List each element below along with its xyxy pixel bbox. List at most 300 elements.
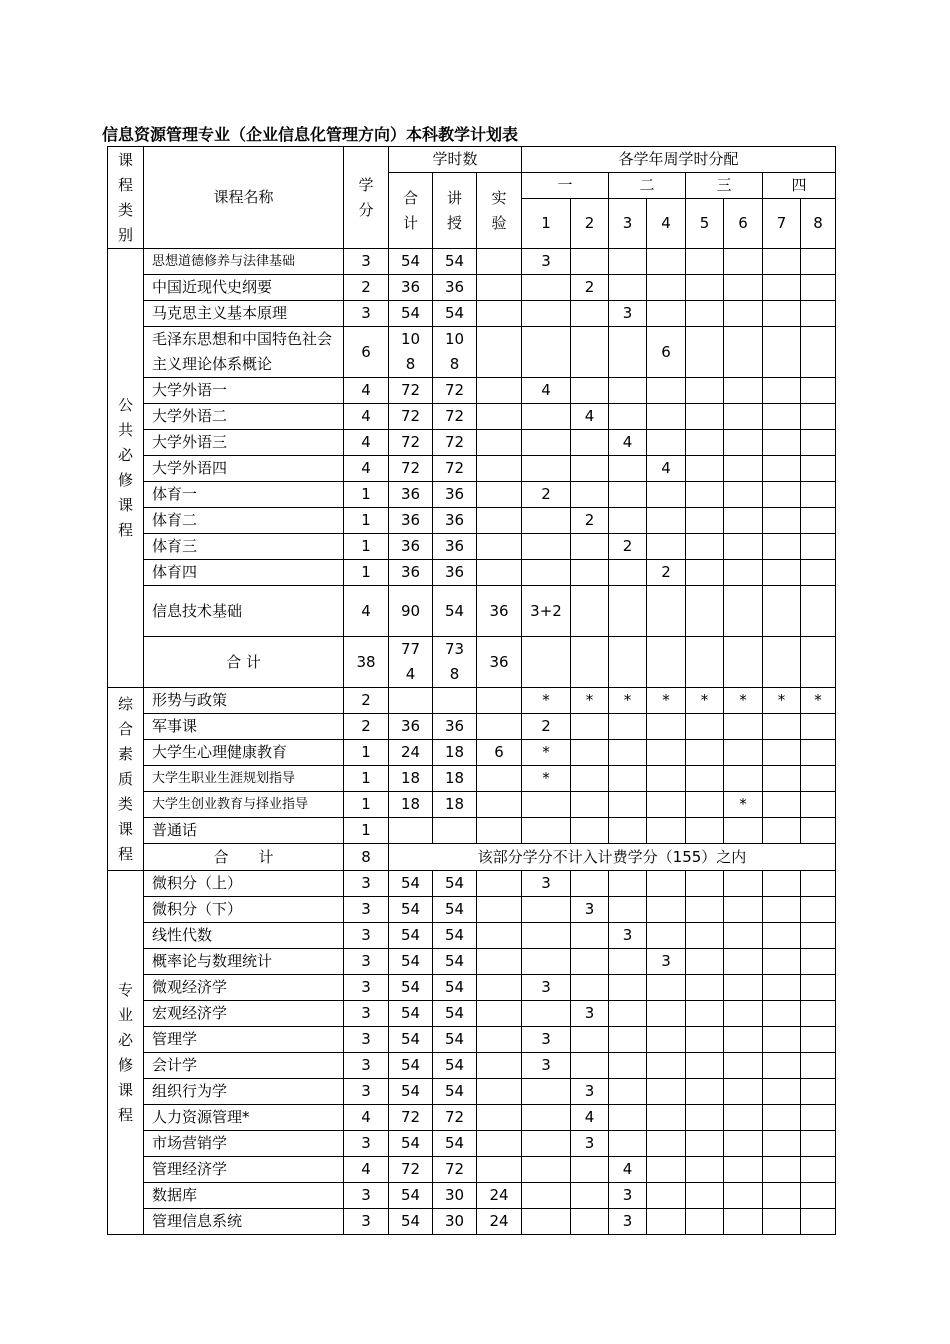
table-row	[108, 714, 836, 740]
term-hours-cell	[724, 508, 763, 534]
term-hours-cell	[801, 1105, 836, 1131]
course-name: 微观经济学	[144, 975, 344, 1001]
lecture-hours-cell: 54	[433, 1079, 477, 1105]
course-name: 大学生职业生涯规划指导	[144, 766, 344, 792]
term-hours-cell	[763, 327, 801, 378]
total-hours-cell: 54	[389, 1183, 433, 1209]
total-hours-cell: 24	[389, 740, 433, 766]
term-hours-cell	[647, 482, 686, 508]
hours-value: 108	[400, 330, 421, 373]
term-hours-cell	[686, 1053, 724, 1079]
term-hours-cell	[609, 482, 647, 508]
term-hours-cell: 4	[571, 404, 609, 430]
term-hours-cell	[686, 534, 724, 560]
total-hours-cell: 72	[389, 430, 433, 456]
term-hours-cell	[724, 740, 763, 766]
term-hours-cell	[522, 534, 571, 560]
subtotal-credit: 8	[344, 844, 389, 871]
term-hours-cell	[686, 586, 724, 637]
lecture-hours-cell: 54	[433, 249, 477, 275]
term-hours-cell	[724, 923, 763, 949]
term-hours-cell	[686, 1027, 724, 1053]
term-hours-cell: 4	[609, 430, 647, 456]
term-hours-cell	[686, 456, 724, 482]
term-hours-cell: 3	[609, 923, 647, 949]
term-hours-cell	[763, 508, 801, 534]
term-hours-cell	[801, 275, 836, 301]
term-hours-cell	[571, 975, 609, 1001]
term-hours-cell	[724, 1131, 763, 1157]
lecture-hours-cell: 54	[433, 1053, 477, 1079]
header-term: 2	[571, 199, 609, 249]
term-hours-cell	[522, 275, 571, 301]
course-name: 管理学	[144, 1027, 344, 1053]
table-row	[108, 871, 836, 897]
header-category: 课程类别	[108, 147, 144, 249]
term-hours-cell	[801, 1053, 836, 1079]
total-hours-cell: 54	[389, 301, 433, 327]
table-row	[108, 1131, 836, 1157]
term-hours-cell	[724, 249, 763, 275]
term-hours-cell	[522, 949, 571, 975]
term-hours-cell	[647, 1105, 686, 1131]
lab-hours-cell	[477, 430, 522, 456]
term-hours-cell	[571, 1027, 609, 1053]
term-hours-cell	[686, 1131, 724, 1157]
lecture-hours-cell: 72	[433, 1105, 477, 1131]
term-hours-cell	[609, 897, 647, 923]
term-hours-cell	[724, 430, 763, 456]
subtotal-lecture-hours-value: 738	[444, 640, 465, 683]
term-hours-cell	[647, 1209, 686, 1235]
term-hours-cell	[686, 714, 724, 740]
term-hours-cell	[522, 327, 571, 378]
table-row	[108, 818, 836, 844]
term-hours-cell	[609, 327, 647, 378]
term-hours-cell	[686, 508, 724, 534]
lecture-hours-cell: 54	[433, 923, 477, 949]
term-hours-cell	[724, 637, 763, 688]
term-hours-cell	[571, 249, 609, 275]
term-hours-cell	[571, 301, 609, 327]
header-distribution: 各学年周学时分配	[522, 147, 836, 173]
term-hours-cell	[609, 871, 647, 897]
total-hours-cell: 36	[389, 275, 433, 301]
term-hours-cell: 3+2	[522, 586, 571, 637]
total-hours-cell	[389, 327, 433, 378]
table-row	[108, 897, 836, 923]
term-hours-cell	[724, 482, 763, 508]
lecture-hours-cell: 54	[433, 949, 477, 975]
term-hours-cell: 3	[522, 975, 571, 1001]
lecture-hours-cell: 36	[433, 714, 477, 740]
term-hours-cell	[571, 818, 609, 844]
term-hours-cell	[609, 1131, 647, 1157]
term-hours-cell: 2	[609, 534, 647, 560]
term-hours-cell: *	[609, 688, 647, 714]
term-hours-cell	[763, 871, 801, 897]
category-label: 专业必修课程	[117, 980, 133, 1124]
table-row	[108, 975, 836, 1001]
term-hours-cell: *	[686, 688, 724, 714]
term-hours-cell	[801, 1027, 836, 1053]
total-hours-cell: 54	[389, 897, 433, 923]
term-hours-cell	[763, 740, 801, 766]
lecture-hours-cell	[433, 327, 477, 378]
teaching-plan-table	[107, 146, 836, 1235]
subtotal-label: 合 计	[144, 844, 344, 871]
lab-hours-cell	[477, 818, 522, 844]
total-hours-cell: 72	[389, 456, 433, 482]
term-hours-cell: 2	[647, 560, 686, 586]
term-hours-cell	[571, 378, 609, 404]
lecture-hours-cell: 18	[433, 792, 477, 818]
table-row	[108, 1079, 836, 1105]
credit-cell: 3	[344, 897, 389, 923]
term-hours-cell: 3	[571, 1131, 609, 1157]
term-hours-cell	[801, 1209, 836, 1235]
term-hours-cell	[522, 1001, 571, 1027]
term-hours-cell	[647, 871, 686, 897]
term-hours-cell	[609, 949, 647, 975]
course-name: 马克思主义基本原理	[144, 301, 344, 327]
course-name: 体育四	[144, 560, 344, 586]
term-hours-cell	[647, 792, 686, 818]
lab-hours-cell	[477, 1157, 522, 1183]
course-name: 数据库	[144, 1183, 344, 1209]
credit-cell: 4	[344, 378, 389, 404]
lab-hours-cell	[477, 301, 522, 327]
term-hours-cell	[647, 740, 686, 766]
term-hours-cell: 3	[647, 949, 686, 975]
term-hours-cell	[522, 1183, 571, 1209]
header-term: 8	[801, 199, 836, 249]
subtotal-total-hours-value: 774	[400, 640, 421, 683]
term-hours-cell	[609, 792, 647, 818]
lecture-hours-cell: 72	[433, 1157, 477, 1183]
credit-cell: 1	[344, 766, 389, 792]
term-hours-cell	[686, 1105, 724, 1131]
term-hours-cell	[686, 975, 724, 1001]
credit-cell: 3	[344, 1209, 389, 1235]
term-hours-cell	[686, 871, 724, 897]
lab-hours-cell: 24	[477, 1209, 522, 1235]
term-hours-cell	[522, 560, 571, 586]
credit-cell: 1	[344, 560, 389, 586]
term-hours-cell	[801, 534, 836, 560]
lecture-hours-cell: 30	[433, 1183, 477, 1209]
lecture-hours-cell: 54	[433, 1131, 477, 1157]
subtotal-label: 合 计	[144, 637, 344, 688]
term-hours-cell	[522, 1105, 571, 1131]
credit-cell: 3	[344, 923, 389, 949]
subtotal-credit: 38	[344, 637, 389, 688]
term-hours-cell	[609, 1105, 647, 1131]
term-hours-cell	[686, 818, 724, 844]
term-hours-cell	[522, 923, 571, 949]
term-hours-cell	[801, 301, 836, 327]
course-name: 军事课	[144, 714, 344, 740]
term-hours-cell	[763, 766, 801, 792]
lab-hours-cell	[477, 534, 522, 560]
term-hours-cell	[763, 586, 801, 637]
term-hours-cell	[609, 740, 647, 766]
lecture-hours-cell: 54	[433, 975, 477, 1001]
hours-value: 108	[444, 330, 465, 373]
term-hours-cell	[609, 508, 647, 534]
term-hours-cell	[522, 430, 571, 456]
term-hours-cell	[763, 1131, 801, 1157]
term-hours-cell: 6	[647, 327, 686, 378]
lecture-hours-cell: 72	[433, 404, 477, 430]
term-hours-cell	[647, 1001, 686, 1027]
term-hours-cell	[647, 923, 686, 949]
term-hours-cell	[801, 249, 836, 275]
header-term: 3	[609, 199, 647, 249]
course-name: 市场营销学	[144, 1131, 344, 1157]
total-hours-cell: 54	[389, 1209, 433, 1235]
header-year-1: 一	[522, 173, 609, 199]
term-hours-cell	[763, 1105, 801, 1131]
term-hours-cell	[686, 740, 724, 766]
lecture-hours-cell: 54	[433, 1027, 477, 1053]
lab-hours-cell	[477, 456, 522, 482]
header-credit: 学分	[344, 147, 389, 249]
term-hours-cell: 4	[522, 378, 571, 404]
credit-cell: 4	[344, 586, 389, 637]
lab-hours-cell	[477, 275, 522, 301]
total-hours-cell: 90	[389, 586, 433, 637]
credit-cell: 2	[344, 714, 389, 740]
term-hours-cell	[686, 792, 724, 818]
term-hours-cell	[686, 949, 724, 975]
lecture-hours-cell: 36	[433, 275, 477, 301]
lab-hours-cell	[477, 688, 522, 714]
lecture-hours-cell: 36	[433, 482, 477, 508]
table-row	[108, 923, 836, 949]
table-row	[108, 1183, 836, 1209]
term-hours-cell	[724, 1027, 763, 1053]
lecture-hours-cell: 36	[433, 508, 477, 534]
table-row	[108, 482, 836, 508]
lab-hours-cell	[477, 1079, 522, 1105]
term-hours-cell	[647, 301, 686, 327]
lecture-hours-cell: 30	[433, 1209, 477, 1235]
term-hours-cell	[763, 949, 801, 975]
credit-cell: 6	[344, 327, 389, 378]
lecture-hours-cell: 54	[433, 586, 477, 637]
term-hours-cell: 3	[609, 1209, 647, 1235]
course-name: 管理经济学	[144, 1157, 344, 1183]
subtotal-row	[108, 637, 836, 688]
term-hours-cell	[571, 327, 609, 378]
term-hours-cell	[724, 1053, 763, 1079]
lab-hours-cell: 6	[477, 740, 522, 766]
category-label: 综合素质类课程	[117, 694, 133, 863]
term-hours-cell	[609, 1053, 647, 1079]
course-name: 体育一	[144, 482, 344, 508]
header-course-name: 课程名称	[144, 147, 344, 249]
table-row	[108, 327, 836, 378]
term-hours-cell	[686, 1079, 724, 1105]
term-hours-cell	[686, 404, 724, 430]
table-row	[108, 766, 836, 792]
term-hours-cell	[763, 301, 801, 327]
term-hours-cell	[801, 949, 836, 975]
lecture-hours-cell: 18	[433, 766, 477, 792]
term-hours-cell	[724, 1079, 763, 1105]
total-hours-cell	[389, 818, 433, 844]
term-hours-cell	[801, 975, 836, 1001]
course-name: 大学生创业教育与择业指导	[144, 792, 344, 818]
course-name: 体育三	[144, 534, 344, 560]
term-hours-cell	[724, 818, 763, 844]
term-hours-cell	[522, 1209, 571, 1235]
table-row	[108, 275, 836, 301]
term-hours-cell	[724, 1001, 763, 1027]
term-hours-cell	[724, 560, 763, 586]
credit-cell: 3	[344, 871, 389, 897]
term-hours-cell	[724, 897, 763, 923]
term-hours-cell	[686, 275, 724, 301]
course-name: 概率论与数理统计	[144, 949, 344, 975]
credit-cell: 3	[344, 1079, 389, 1105]
lab-hours-cell	[477, 327, 522, 378]
course-name: 大学生心理健康教育	[144, 740, 344, 766]
term-hours-cell	[647, 404, 686, 430]
table-row	[108, 249, 836, 275]
lab-hours-cell	[477, 482, 522, 508]
term-hours-cell	[686, 378, 724, 404]
credit-cell: 3	[344, 1053, 389, 1079]
term-hours-cell	[686, 923, 724, 949]
lab-hours-cell	[477, 897, 522, 923]
course-name: 管理信息系统	[144, 1209, 344, 1235]
term-hours-cell	[763, 378, 801, 404]
term-hours-cell	[571, 766, 609, 792]
term-hours-cell	[801, 714, 836, 740]
term-hours-cell	[686, 1209, 724, 1235]
term-hours-cell	[609, 714, 647, 740]
term-hours-cell	[647, 818, 686, 844]
term-hours-cell: *	[647, 688, 686, 714]
lab-hours-cell	[477, 1053, 522, 1079]
course-name: 会计学	[144, 1053, 344, 1079]
term-hours-cell	[763, 637, 801, 688]
term-hours-cell	[647, 1027, 686, 1053]
term-hours-cell	[609, 1001, 647, 1027]
term-hours-cell	[571, 740, 609, 766]
term-hours-cell	[801, 1001, 836, 1027]
course-name: 微积分（上）	[144, 871, 344, 897]
lab-hours-cell: 24	[477, 1183, 522, 1209]
term-hours-cell	[686, 766, 724, 792]
term-hours-cell	[763, 249, 801, 275]
term-hours-cell: *	[801, 688, 836, 714]
credit-cell: 3	[344, 249, 389, 275]
term-hours-cell	[609, 586, 647, 637]
term-hours-cell	[801, 923, 836, 949]
course-name: 信息技术基础	[144, 586, 344, 637]
term-hours-cell	[763, 818, 801, 844]
term-hours-cell: *	[522, 766, 571, 792]
term-hours-cell	[571, 949, 609, 975]
header-year-3: 三	[686, 173, 763, 199]
term-hours-cell	[763, 792, 801, 818]
lab-hours-cell	[477, 560, 522, 586]
term-hours-cell	[647, 1183, 686, 1209]
course-name: 思想道德修养与法律基础	[144, 249, 344, 275]
term-hours-cell	[571, 871, 609, 897]
header-total: 合计	[389, 173, 433, 249]
subtotal-total-hours	[389, 637, 433, 688]
lab-hours-cell	[477, 871, 522, 897]
term-hours-cell	[763, 1053, 801, 1079]
header-term: 6	[724, 199, 763, 249]
course-name: 大学外语四	[144, 456, 344, 482]
term-hours-cell	[609, 1079, 647, 1105]
table-row	[108, 586, 836, 637]
header-term: 5	[686, 199, 724, 249]
total-hours-cell: 54	[389, 1001, 433, 1027]
course-name: 体育二	[144, 508, 344, 534]
table-row	[108, 456, 836, 482]
lab-hours-cell	[477, 975, 522, 1001]
term-hours-cell	[801, 586, 836, 637]
credit-cell: 4	[344, 404, 389, 430]
term-hours-cell: 3	[609, 1183, 647, 1209]
term-hours-cell	[724, 949, 763, 975]
term-hours-cell	[647, 1131, 686, 1157]
term-hours-cell: 4	[647, 456, 686, 482]
term-hours-cell	[801, 327, 836, 378]
total-hours-cell: 36	[389, 482, 433, 508]
credit-cell: 3	[344, 1131, 389, 1157]
term-hours-cell	[609, 404, 647, 430]
total-hours-cell: 54	[389, 949, 433, 975]
lecture-hours-cell	[433, 818, 477, 844]
term-hours-cell	[801, 378, 836, 404]
term-hours-cell	[686, 482, 724, 508]
term-hours-cell	[724, 1105, 763, 1131]
lab-hours-cell	[477, 714, 522, 740]
term-hours-cell	[686, 327, 724, 378]
total-hours-cell: 54	[389, 1027, 433, 1053]
header-lecture: 讲授	[433, 173, 477, 249]
lab-hours-cell	[477, 766, 522, 792]
term-hours-cell	[724, 714, 763, 740]
table-row	[108, 534, 836, 560]
course-name: 大学外语三	[144, 430, 344, 456]
header-term: 4	[647, 199, 686, 249]
term-hours-cell	[647, 637, 686, 688]
credit-cell: 2	[344, 688, 389, 714]
term-hours-cell	[763, 1157, 801, 1183]
term-hours-cell	[801, 740, 836, 766]
term-hours-cell	[571, 1053, 609, 1079]
table-row	[108, 301, 836, 327]
term-hours-cell	[522, 456, 571, 482]
term-hours-cell: *	[724, 688, 763, 714]
lab-hours-cell	[477, 508, 522, 534]
category-cell	[108, 688, 144, 871]
term-hours-cell	[647, 897, 686, 923]
header-term: 7	[763, 199, 801, 249]
lecture-hours-cell: 54	[433, 301, 477, 327]
credit-cell: 1	[344, 534, 389, 560]
term-hours-cell	[647, 430, 686, 456]
term-hours-cell: 3	[571, 1001, 609, 1027]
